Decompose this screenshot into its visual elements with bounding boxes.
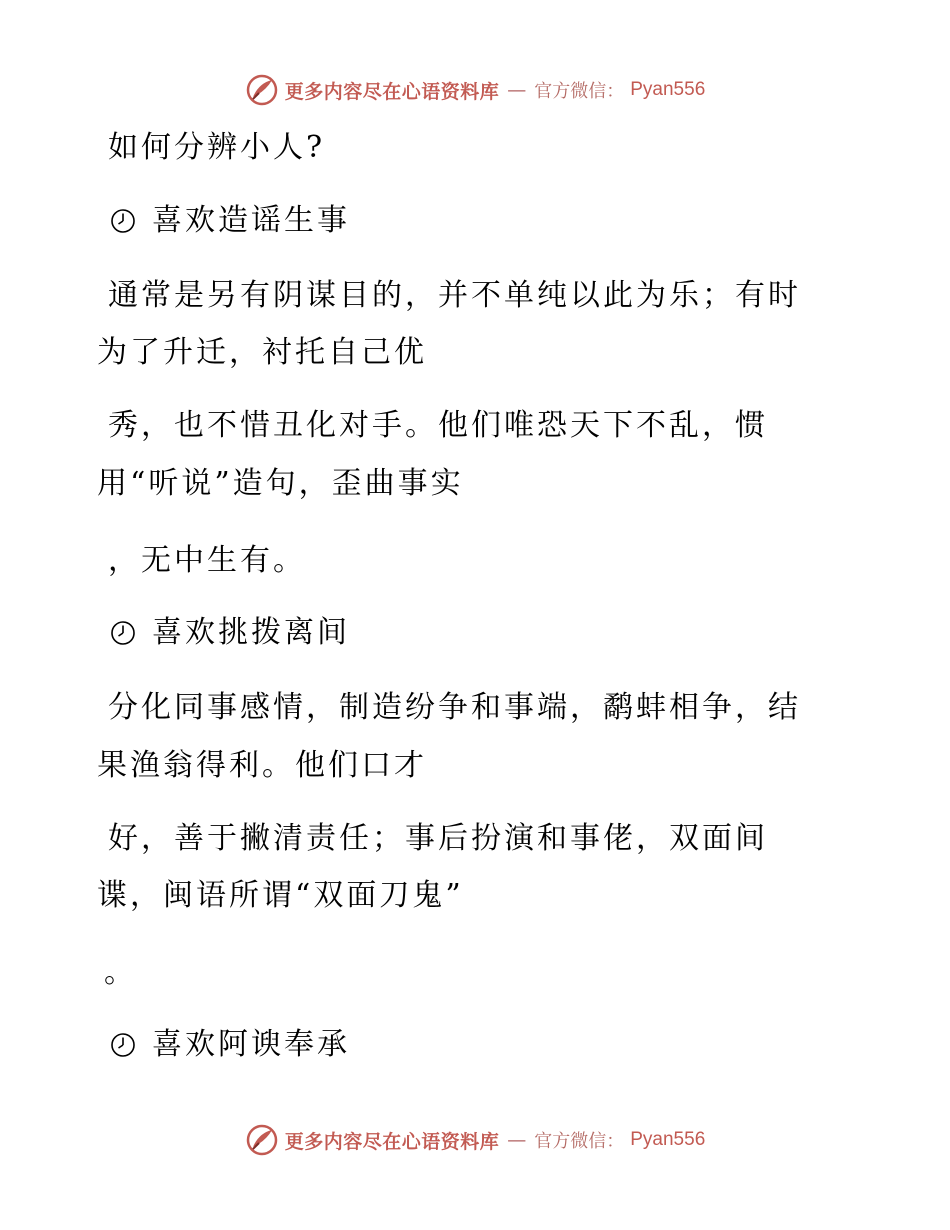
section-heading-text: 喜欢挑拨离间	[152, 615, 350, 650]
quill-logo-icon	[245, 1123, 279, 1157]
watermark-main-text: 更多内容尽在心语资料库	[284, 80, 500, 103]
paragraph-line: 分化同事感情，制造纷争和事端，鹬蚌相争，结	[108, 690, 801, 725]
section-heading-text: 喜欢阿谀奉承	[152, 1027, 350, 1062]
clock-icon	[110, 1032, 136, 1058]
page-title: 如何分辨小人?	[108, 130, 326, 165]
paragraph-line: 用“听说”造句，歪曲事实	[97, 466, 464, 501]
watermark-dash: —	[507, 1129, 527, 1151]
paragraph-line: 通常是另有阴谋目的，并不单纯以此为乐；有时	[108, 278, 801, 313]
watermark-id: Pyan556	[630, 79, 706, 100]
watermark-id: Pyan556	[630, 1129, 706, 1150]
clock-icon	[110, 620, 136, 646]
section-heading-3	[110, 1027, 350, 1063]
watermark-sub-text: 官方微信：	[534, 1131, 625, 1152]
watermark-dash: —	[507, 79, 527, 101]
paragraph-line: ，无中生有。	[108, 543, 306, 578]
clock-icon	[110, 208, 136, 234]
watermark-main-text: 更多内容尽在心语资料库	[284, 1130, 500, 1153]
paragraph-line: 好，善于撇清责任；事后扮演和事佬，双面间	[108, 821, 768, 856]
paragraph-line: 。	[104, 955, 137, 990]
section-heading-2	[110, 615, 350, 651]
section-heading-1	[110, 203, 350, 239]
paragraph-line: 谍，闽语所谓“双面刀鬼”	[97, 878, 464, 913]
quill-logo-icon	[245, 73, 279, 107]
paragraph-line: 为了升迁，衬托自己优	[97, 335, 427, 370]
watermark-banner-bottom	[0, 1120, 950, 1160]
watermark-banner-top	[0, 70, 950, 110]
paragraph-line: 果渔翁得利。他们口才	[97, 748, 427, 783]
section-heading-text: 喜欢造谣生事	[152, 203, 350, 238]
paragraph-line: 秀，也不惜丑化对手。他们唯恐天下不乱，惯	[108, 408, 768, 443]
watermark-sub-text: 官方微信：	[534, 81, 625, 102]
